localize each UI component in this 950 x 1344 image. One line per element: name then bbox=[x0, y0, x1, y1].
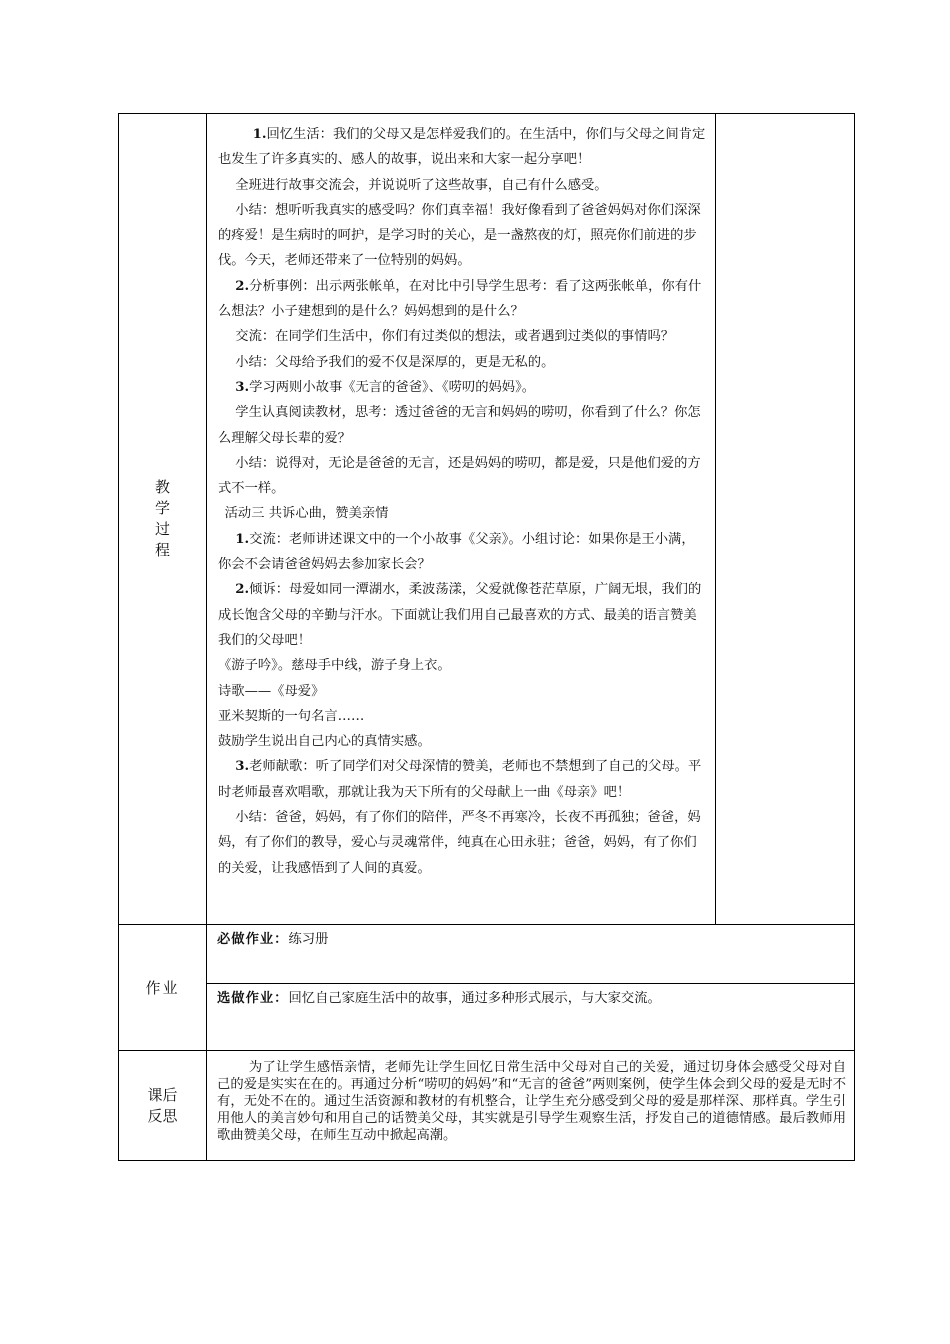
paragraph-text: 活动三 共诉心曲，赞美亲情 bbox=[224, 506, 389, 522]
required-homework bbox=[207, 925, 855, 984]
step-number: 1. bbox=[252, 127, 267, 142]
process-paragraph bbox=[218, 274, 706, 325]
paragraph-text: 老师献歌：听了同学们对父母深情的赞美，老师也不禁想到了自己的父母。平时老师最喜欢唱歌，那就让我为天下所有的父母献上一曲《母亲》吧！ bbox=[218, 759, 702, 800]
optional-homework-title: 选做作业： bbox=[217, 991, 289, 1006]
required-homework-title: 必做作业： bbox=[217, 932, 289, 947]
paragraph-text: 小结：说得对，无论是爸爸的无言，还是妈妈的唠叨，都是爱，只是他们爱的方式不一样。 bbox=[218, 455, 701, 497]
paragraph-text: 鼓励学生说出自己内心的真情实感。 bbox=[218, 734, 431, 750]
homework-label-cell bbox=[119, 925, 207, 1051]
homework-label: 作业 bbox=[145, 979, 180, 997]
process-paragraph bbox=[218, 173, 706, 198]
process-label-cell bbox=[119, 114, 207, 925]
paragraph-text: 交流：老师讲述课文中的一个小故事《父亲》。小组讨论：如果你是王小满，你会不会请爸爸妈妈去参加家长会？ bbox=[218, 531, 695, 573]
reflection-text: 为了让学生感悟亲情，老师先让学生回忆日常生活中父母对自己的关爱，通过切身体会感受父母对自己的爱是实实在在的。再通过分析“唠叨的妈妈”和“无言的爸爸”两则案例，使学生体会到父母的爱是无时不有，无处不在的。通过生活资源和教材的有机整合，让学生充分感受到父母的爱是那样深、那样真。学生引用他人的美言妙句和用自己的话赞美父母，其实就是引导学生观察生活，抒发自己的道德情感。最后教师用歌曲赞美父母，在师生互动中掀起高潮。 bbox=[217, 1060, 846, 1143]
process-paragraph bbox=[218, 400, 706, 451]
optional-homework bbox=[207, 984, 855, 1051]
lesson-plan-table bbox=[118, 113, 855, 1161]
process-paragraph bbox=[218, 451, 706, 502]
process-paragraph bbox=[218, 704, 706, 729]
process-paragraph bbox=[218, 527, 706, 578]
paragraph-text: 学生认真阅读教材，思考：透过爸爸的无言和妈妈的唠叨，你看到了什么？你怎么理解父母长辈的爱？ bbox=[218, 405, 701, 446]
process-paragraph bbox=[218, 122, 706, 173]
reflection-row bbox=[119, 1051, 855, 1161]
process-row bbox=[119, 114, 855, 925]
process-paragraph bbox=[218, 754, 706, 805]
process-paragraph bbox=[218, 577, 706, 653]
reflection-content bbox=[207, 1051, 855, 1161]
paragraph-text: 亚米契斯的一句名言…… bbox=[218, 708, 365, 724]
process-paragraph bbox=[218, 375, 706, 400]
paragraph-text: 学习两则小故事《无言的爸爸》、《唠叨的妈妈》。 bbox=[249, 379, 536, 395]
paragraph-text: 诗歌——《母爱》 bbox=[218, 683, 325, 699]
process-paragraph bbox=[218, 805, 706, 881]
process-content bbox=[207, 114, 716, 925]
paragraph-text: 回忆生活：我们的父母又是怎样爱我们的。在生活中，你们与父母之间肯定也发生了许多真实的、感人的故事，说出来和大家一起分享吧！ bbox=[218, 127, 706, 168]
paragraph-text: 小结：爸爸，妈妈，有了你们的陪伴，严冬不再寒冷，长夜不再孤独；爸爸，妈妈，有了你们的教导，爱心与灵魂常伴，纯真在心田永驻；爸爸，妈妈，有了你们的关爱，让我感悟到了人间的真爱。 bbox=[218, 810, 701, 876]
process-paragraph bbox=[218, 653, 706, 678]
paragraph-text: 《游子吟》。慈母手中线，游子身上衣。 bbox=[218, 658, 451, 674]
paragraph-text: 分析事例：出示两张帐单，在对比中引导学生思考：看了这两张帐单，你有什么想法？小子建想到的是什么？妈妈想到的是什么？ bbox=[218, 278, 702, 320]
reflection-label: 课后反思 bbox=[147, 1085, 178, 1125]
paragraph-text: 全班进行故事交流会，并说说听了这些故事，自己有什么感受。 bbox=[235, 177, 608, 193]
step-number: 2. bbox=[235, 582, 250, 598]
process-paragraph bbox=[218, 198, 706, 274]
step-number: 1. bbox=[235, 531, 250, 547]
paragraph-text: 交流：在同学们生活中，你们有过类似的想法，或者遇到过类似的事情吗？ bbox=[235, 329, 675, 345]
step-number: 3. bbox=[235, 759, 250, 775]
required-homework-text: 练习册 bbox=[288, 932, 329, 947]
process-paragraph bbox=[218, 729, 706, 754]
process-paragraph bbox=[218, 350, 706, 375]
paragraph-text: 小结：父母给予我们的爱不仅是深厚的，更是无私的。 bbox=[235, 354, 555, 370]
optional-homework-text: 回忆自己家庭生活中的故事，通过多种形式展示，与大家交流。 bbox=[288, 991, 661, 1006]
step-number: 2. bbox=[235, 278, 250, 294]
process-notes-cell bbox=[716, 114, 855, 925]
process-paragraph bbox=[218, 679, 706, 704]
homework-optional-row bbox=[119, 984, 855, 1051]
paragraph-text: 倾诉：母爱如同一潭湖水，柔波荡漾，父爱就像苍茫草原，广阔无垠，我们的成长饱含父母的辛勤与汗水。下面就让我们用自己最喜欢的方式、最美的语言赞美我们的父母吧！ bbox=[218, 582, 702, 648]
step-number: 3. bbox=[235, 379, 250, 395]
paragraph-text: 小结：想听听我真实的感受吗？你们真幸福！我好像看到了爸爸妈妈对你们深深的疼爱！是生病时的呵护，是学习时的关心，是一盏熬夜的灯，照亮你们前进的步伐。今天，老师还带来了一位特别的妈妈。 bbox=[218, 202, 701, 269]
process-label: 教学过程 bbox=[154, 478, 170, 559]
reflection-label-cell bbox=[119, 1051, 207, 1161]
process-paragraph bbox=[218, 324, 706, 349]
homework-required-row bbox=[119, 925, 855, 984]
process-paragraph bbox=[218, 501, 706, 526]
